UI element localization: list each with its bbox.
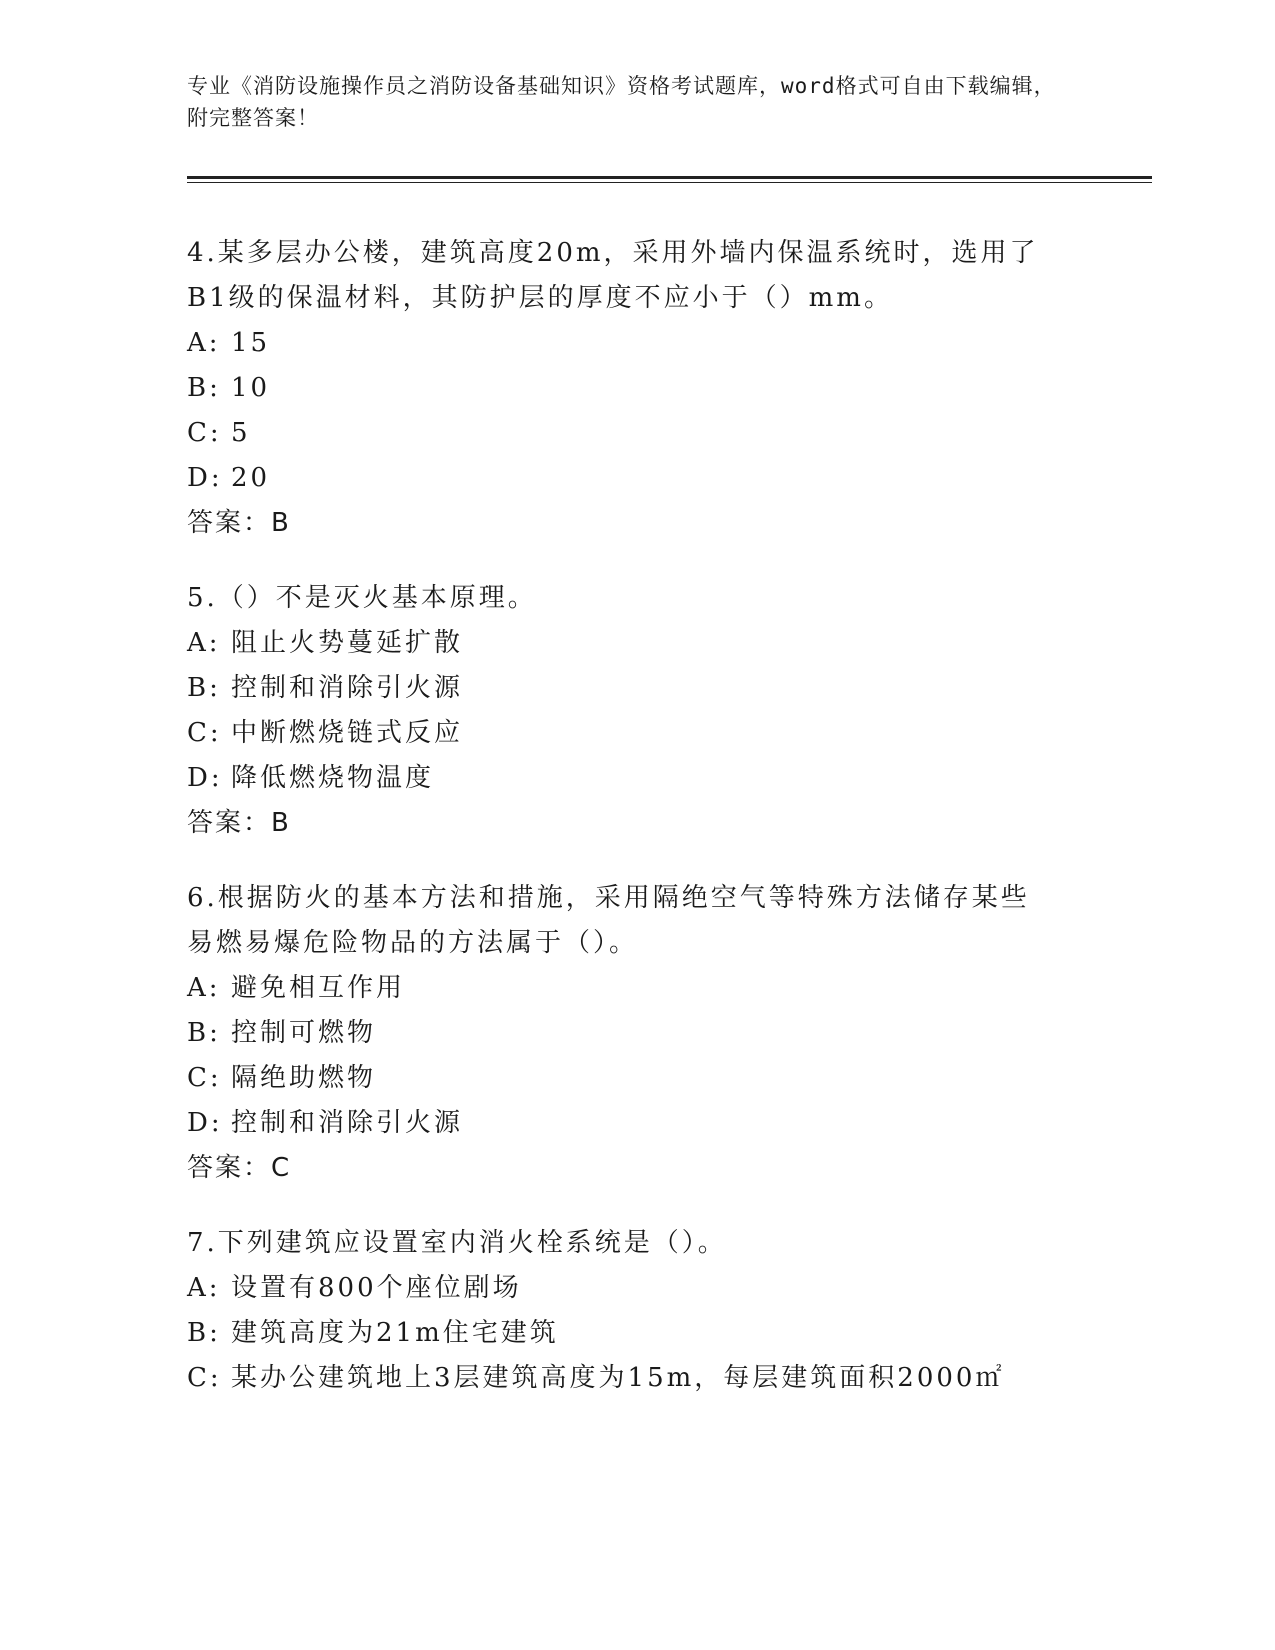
option-letter: C: [187,1063,222,1093]
option-text: 建筑高度为21m住宅建筑 [231,1318,559,1348]
option-b [187,1011,1087,1056]
option-letter: B: [187,373,221,403]
option-text: 隔绝助燃物 [231,1063,377,1093]
header-rule-thick [187,176,1152,179]
option-letter: A: [187,628,221,658]
question-6 [187,876,1087,1191]
option-c [187,1356,1087,1401]
option-a [187,966,1087,1011]
option-letter: A: [187,1273,221,1303]
question-stem: 4.某多层办公楼，建筑高度20m，采用外墙内保温系统时，选用了B1级的保温材料，其防护层的厚度不应小于（）mm。 [187,238,1039,313]
option-text: 设置有800个座位剧场 [231,1273,522,1303]
option-a [187,321,1087,366]
question-list [187,231,1087,1431]
option-text: 5 [231,418,251,448]
option-d [187,756,1087,801]
option-text: 某办公建筑地上3层建筑高度为15m，每层建筑面积2000㎡ [231,1363,1005,1393]
option-b [187,1311,1087,1356]
option-d [187,1101,1087,1146]
option-text: 阻止火势蔓延扩散 [231,628,464,658]
option-text: 10 [231,373,271,403]
option-c [187,1056,1087,1101]
option-letter: D: [187,463,223,493]
option-text: 15 [231,328,271,358]
option-text: 控制和消除引火源 [231,1108,464,1138]
answer-line: 答案：B [187,508,291,538]
option-b [187,666,1087,711]
option-letter: B: [187,1318,221,1348]
option-letter: B: [187,1018,221,1048]
answer-line: 答案：B [187,808,291,838]
question-4 [187,231,1087,546]
option-letter: C: [187,718,222,748]
option-letter: A: [187,973,221,1003]
option-letter: A: [187,328,221,358]
header-rule-thin [187,182,1152,183]
question-7 [187,1221,1087,1401]
answer-line: 答案：C [187,1153,292,1183]
option-text: 控制可燃物 [231,1018,377,1048]
option-letter: C: [187,1363,222,1393]
option-d [187,456,1087,501]
option-text: 中断燃烧链式反应 [231,718,464,748]
option-text: 控制和消除引火源 [231,673,464,703]
option-letter: B: [187,673,221,703]
option-c [187,411,1087,456]
option-letter: D: [187,763,223,793]
option-letter: D: [187,1108,223,1138]
option-text: 20 [231,463,271,493]
option-b [187,366,1087,411]
option-c [187,711,1087,756]
option-text: 降低燃烧物温度 [231,763,435,793]
question-stem: 6.根据防火的基本方法和措施，采用隔绝空气等特殊方法储存某些易燃易爆危险物品的方法属于（）。 [187,883,1030,958]
document-header: 专业《消防设施操作员之消防设备基础知识》资格考试题库，word格式可自由下载编辑，附完整答案！ [187,74,1056,130]
question-stem: 7.下列建筑应设置室内消火栓系统是（）。 [187,1228,727,1258]
question-5 [187,576,1087,846]
option-text: 避免相互作用 [231,973,406,1003]
option-a [187,621,1087,666]
option-letter: C: [187,418,222,448]
question-stem: 5.（）不是灭火基本原理。 [187,583,537,613]
option-a [187,1266,1087,1311]
